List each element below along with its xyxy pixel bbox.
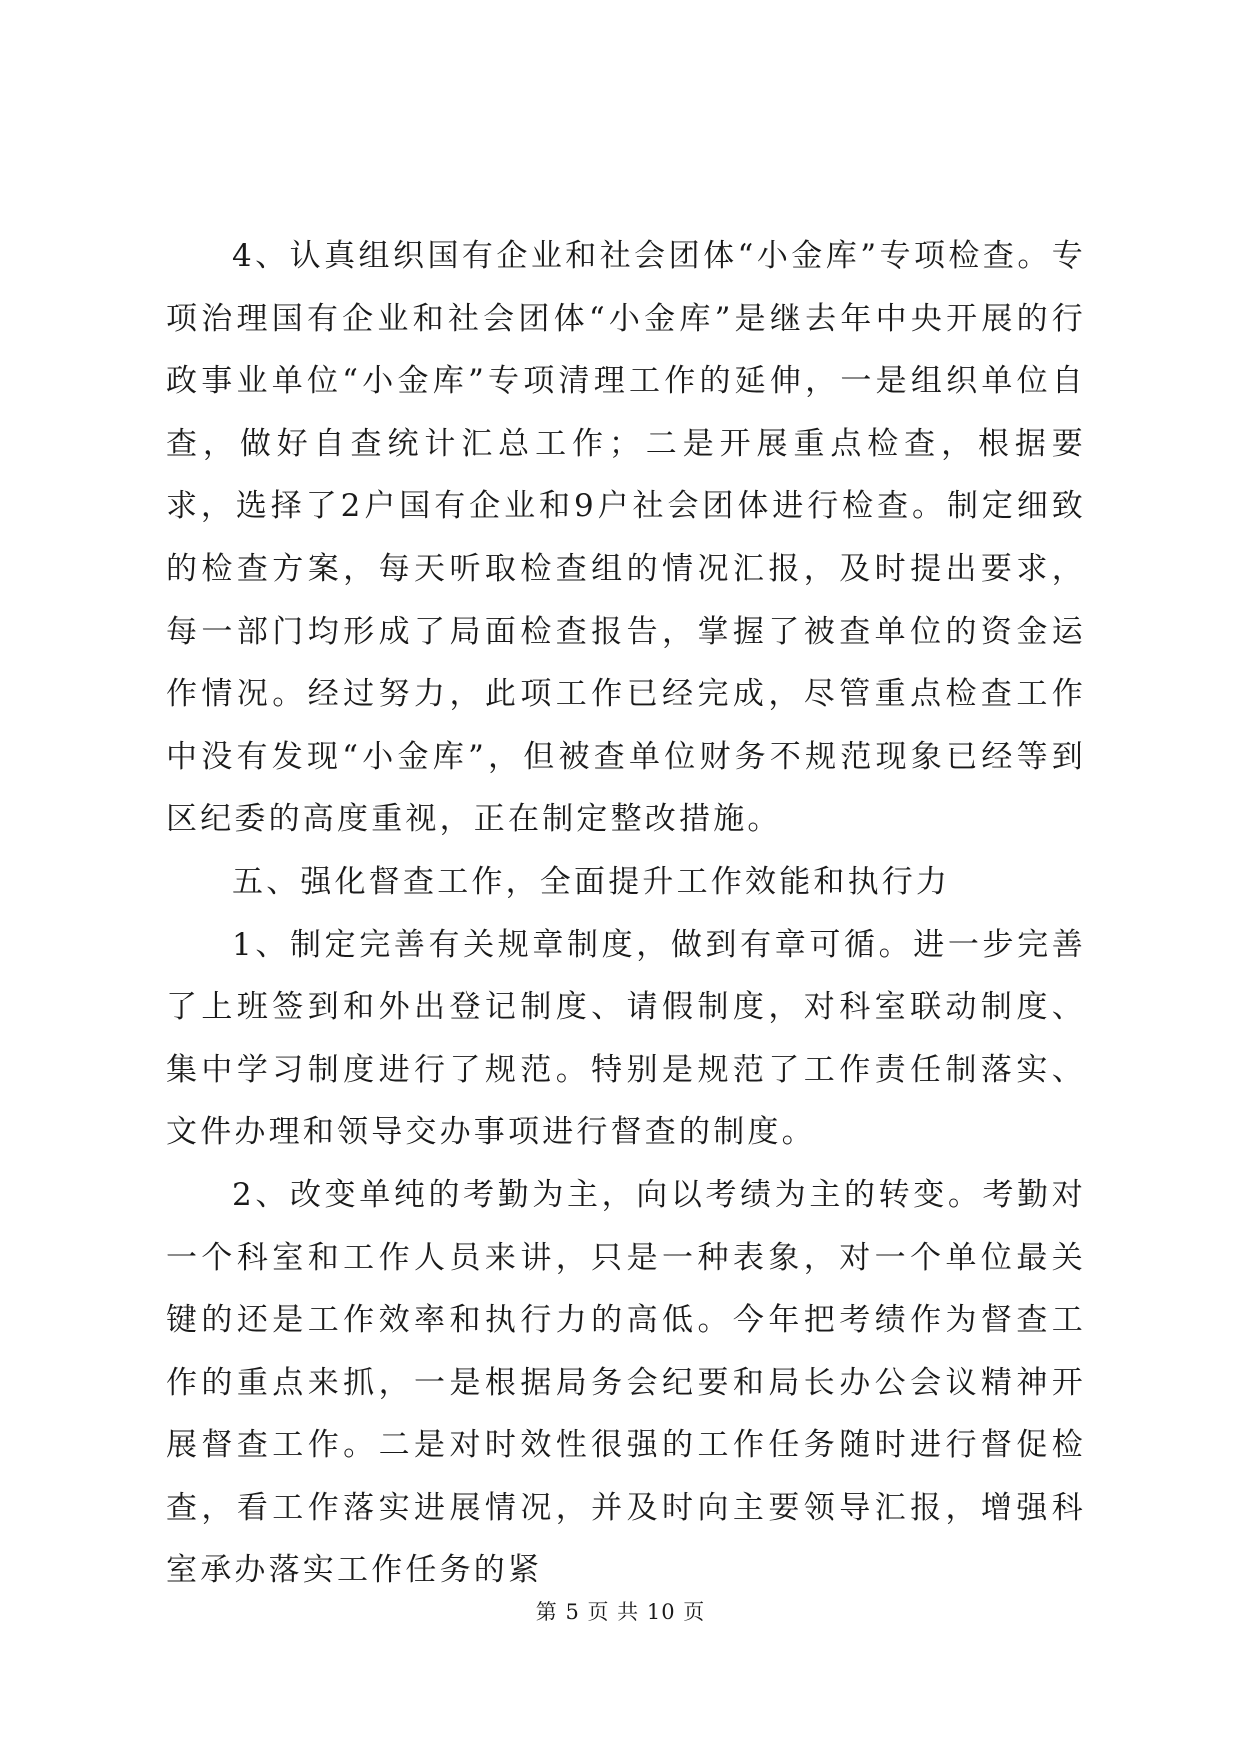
section-heading-supervision: 五、强化督查工作，全面提升工作效能和执行力 [232, 863, 951, 900]
paragraph-attendance-to-performance: 2、改变单纯的考勤为主，向以考绩为主的转变。考勤对一个科室和工作人员来讲，只是一种表象，对一个单位最关键的还是工作效率和执行力的高低。今年把考绩作为督查工作的重点来抓，一是根据局务会纪要和局长办公会议精神开展督查工作。二是对时效性很强的工作任务随时进行督促检查，看工作落实进展情况，并及时向主要领导汇报，增强科室承办落实工作任务的紧 [166, 1176, 1086, 1589]
document-body [166, 225, 1086, 1602]
paragraph-small-treasury-inspection: 4、认真组织国有企业和社会团体“小金库”专项检查。专项治理国有企业和社会团体“小金库”是继去年中央开展的行政事业单位“小金库”专项清理工作的延伸，一是组织单位自查，做好自查统计汇总工作；二是开展重点检查，根据要求，选择了2户国有企业和9户社会团体进行检查。制定细致的检查方案，每天听取检查组的情况汇报，及时提出要求，每一部门均形成了局面检查报告，掌握了被查单位的资金运作情况。经过努力，此项工作已经完成，尽管重点检查工作中没有发现“小金库”，但被查单位财务不规范现象已经等到区纪委的高度重视，正在制定整改措施。 [166, 238, 1086, 838]
paragraph-rules-system: 1、制定完善有关规章制度，做到有章可循。进一步完善了上班签到和外出登记制度、请假制度，对科室联动制度、集中学习制度进行了规范。特别是规范了工作责任制落实、文件办理和领导交办事项进行督查的制度。 [166, 926, 1086, 1151]
page-number-footer: 第 5 页 共 10 页 [535, 1600, 706, 1624]
